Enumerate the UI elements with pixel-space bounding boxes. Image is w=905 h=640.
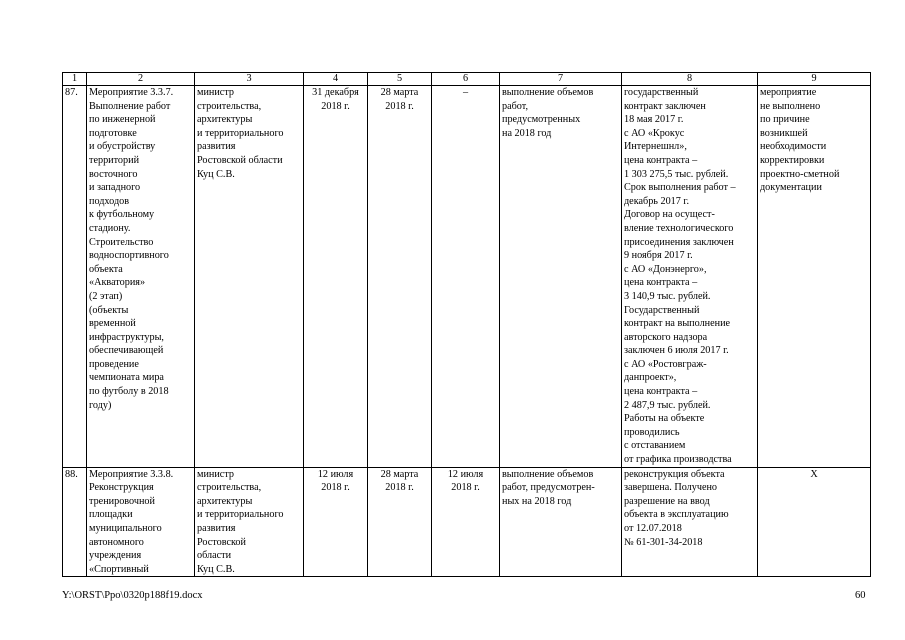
cell-line: присоединения заключен (624, 236, 734, 248)
cell-line: документации (760, 182, 822, 194)
report-table (62, 72, 871, 577)
header-cell: 9 (758, 73, 871, 86)
cell-line: восточного (89, 168, 138, 180)
cell-line: развития (197, 523, 236, 534)
cell-col9 (758, 467, 871, 577)
cell-line: строительства, (197, 100, 262, 112)
cell-line: проектно-сметной (760, 168, 840, 180)
page-number: 60 (855, 590, 866, 601)
row-number-cell: 87. (63, 86, 87, 468)
cell-line: цена контракта – (624, 277, 698, 289)
cell-line: корректировки (760, 154, 825, 166)
cell-line: завершена. Получено (624, 482, 718, 494)
cell-line: проводились (624, 426, 680, 438)
cell-line: и обустройству (89, 141, 156, 153)
cell-line: мероприятие (760, 87, 817, 98)
cell-col7 (500, 467, 622, 577)
table-row (63, 467, 871, 577)
cell-line: 2 487,9 тыс. рублей. (624, 399, 711, 411)
cell-line: государственный (624, 87, 699, 98)
cell-line: временной (89, 318, 136, 330)
cell-line: 2018 г. (451, 482, 480, 494)
cell-line: заключен 6 июля 2017 г. (624, 345, 729, 357)
cell-line: – (462, 87, 469, 98)
cell-col3 (195, 467, 304, 577)
header-cell: 6 (432, 73, 500, 86)
document-path: Y:\ORST\Ppo\0320p188f19.docx (62, 590, 203, 601)
cell-line: 9 ноября 2017 г. (624, 250, 693, 262)
cell-line: министр (197, 87, 234, 98)
cell-line: Строительство (89, 236, 154, 248)
cell-line: авторского надзора (624, 331, 708, 343)
cell-line: 3 140,9 тыс. рублей. (624, 290, 711, 302)
cell-line: архитектуры (197, 495, 253, 507)
cell-line: и территориального (197, 509, 284, 521)
cell-line: и западного (89, 182, 141, 194)
cell-line: Интернешнл», (624, 141, 687, 153)
cell-line: водноспортивного (89, 250, 169, 262)
cell-line: учреждения (89, 550, 142, 562)
cell-line: тренировочной (89, 495, 155, 507)
cell-line: 18 мая 2017 г. (624, 114, 684, 126)
table-row (63, 86, 871, 468)
cell-line: 31 декабря (312, 87, 359, 98)
cell-line: строительства, (197, 482, 262, 494)
cell-line: с АО «Крокус (624, 127, 685, 139)
cell-line: Куц С.В. (197, 563, 235, 575)
cell-line: данпроект», (624, 372, 677, 384)
cell-line: Государственный (624, 304, 700, 316)
cell-line: «Спортивный (89, 563, 149, 575)
cell-line: Реконструкция (89, 482, 154, 494)
cell-line: 1 303 275,5 тыс. рублей. (624, 168, 729, 180)
cell-line: с АО «Ростовграж- (624, 358, 707, 370)
cell-col5 (368, 86, 432, 468)
cell-line: цена контракта – (624, 386, 698, 398)
cell-line: от 12.07.2018 (624, 523, 682, 534)
cell-line: 2018 г. (385, 482, 414, 494)
cell-col6 (432, 467, 500, 577)
cell-line: 28 марта (380, 87, 419, 98)
cell-line: контракт заключен (624, 100, 706, 112)
cell-col6 (432, 86, 500, 468)
cell-line: контракт на выполнение (624, 318, 731, 330)
cell-line: Мероприятие 3.3.7. (89, 87, 174, 98)
cell-line: по футболу в 2018 (89, 386, 169, 398)
cell-line: по инженерной (89, 114, 156, 126)
cell-line: и территориального (197, 127, 284, 139)
cell-col3 (195, 86, 304, 468)
cell-line: (2 этап) (89, 290, 123, 302)
cell-line: подготовке (89, 127, 137, 139)
cell-col8 (622, 86, 758, 468)
cell-col8 (622, 467, 758, 577)
cell-line: выполнение объемов (502, 468, 594, 480)
cell-line: вление технологического (624, 222, 734, 234)
cell-line: стадиону. (89, 222, 131, 234)
cell-line: чемпионата мира (89, 372, 164, 384)
cell-line: обеспечивающей (89, 345, 164, 357)
cell-col9 (758, 86, 871, 468)
cell-line: работ, (502, 100, 528, 112)
cell-line: Ростовской (197, 536, 246, 548)
cell-col5 (368, 467, 432, 577)
cell-line: году) (89, 399, 112, 411)
cell-line: Куц С.В. (197, 168, 235, 180)
cell-line: Х (810, 468, 818, 480)
cell-line: объекта в эксплуатацию (624, 509, 729, 521)
cell-line: от графика производства (624, 454, 732, 466)
table-header-row (63, 73, 871, 86)
cell-col2 (87, 86, 195, 468)
cell-line: 12 июля (447, 468, 484, 480)
cell-line: 2018 г. (321, 482, 350, 494)
cell-line: Мероприятие 3.3.8. (89, 468, 174, 480)
cell-line: площадки (89, 509, 133, 521)
cell-line: выполнение объемов (502, 87, 594, 98)
cell-line: области (197, 550, 232, 562)
header-cell: 1 (63, 73, 87, 86)
header-cell: 2 (87, 73, 195, 86)
cell-line: Ростовской области (197, 154, 283, 166)
row-number-cell: 88. (63, 467, 87, 577)
cell-line: проведение (89, 358, 139, 370)
cell-col7 (500, 86, 622, 468)
cell-line: Выполнение работ (89, 100, 171, 112)
cell-col2 (87, 467, 195, 577)
cell-line: цена контракта – (624, 154, 698, 166)
cell-line: развития (197, 141, 236, 153)
header-cell: 8 (622, 73, 758, 86)
cell-line: № 61-301-34-2018 (624, 536, 703, 548)
cell-col4 (304, 86, 368, 468)
cell-line: необходимости (760, 141, 827, 153)
header-cell: 5 (368, 73, 432, 86)
cell-line: декабрь 2017 г. (624, 195, 689, 207)
cell-line: 28 марта (380, 468, 419, 480)
cell-line: (объекты (89, 304, 129, 316)
cell-line: архитектуры (197, 114, 253, 126)
header-cell: 3 (195, 73, 304, 86)
cell-line: возникшей (760, 127, 808, 139)
cell-line: «Акватория» (89, 277, 146, 289)
cell-col4 (304, 467, 368, 577)
header-cell: 7 (500, 73, 622, 86)
cell-line: предусмотренных (502, 114, 581, 126)
cell-line: на 2018 год (502, 127, 552, 139)
header-cell: 4 (304, 73, 368, 86)
cell-line: министр (197, 468, 234, 480)
cell-line: автономного (89, 536, 144, 548)
cell-line: подходов (89, 195, 130, 207)
cell-line: муниципального (89, 523, 162, 534)
cell-line: Срок выполнения работ – (624, 182, 736, 194)
cell-line: ных на 2018 год (502, 495, 572, 507)
cell-line: к футбольному (89, 209, 155, 221)
cell-line: с отставанием (624, 440, 686, 452)
cell-line: Работы на объекте (624, 413, 705, 425)
cell-line: с АО «Донэнерго», (624, 263, 707, 275)
cell-line: разрешение на ввод (624, 495, 710, 507)
cell-line: не выполнено (760, 100, 821, 112)
cell-line: объекта (89, 263, 123, 275)
cell-line: 2018 г. (321, 100, 350, 112)
cell-line: реконструкция объекта (624, 468, 725, 480)
cell-line: 2018 г. (385, 100, 414, 112)
cell-line: по причине (760, 114, 810, 126)
cell-line: территорий (89, 154, 140, 166)
cell-line: 12 июля (317, 468, 354, 480)
cell-line: Договор на осущест- (624, 209, 715, 221)
cell-line: работ, предусмотрен- (502, 482, 595, 494)
cell-line: инфраструктуры, (89, 331, 164, 343)
